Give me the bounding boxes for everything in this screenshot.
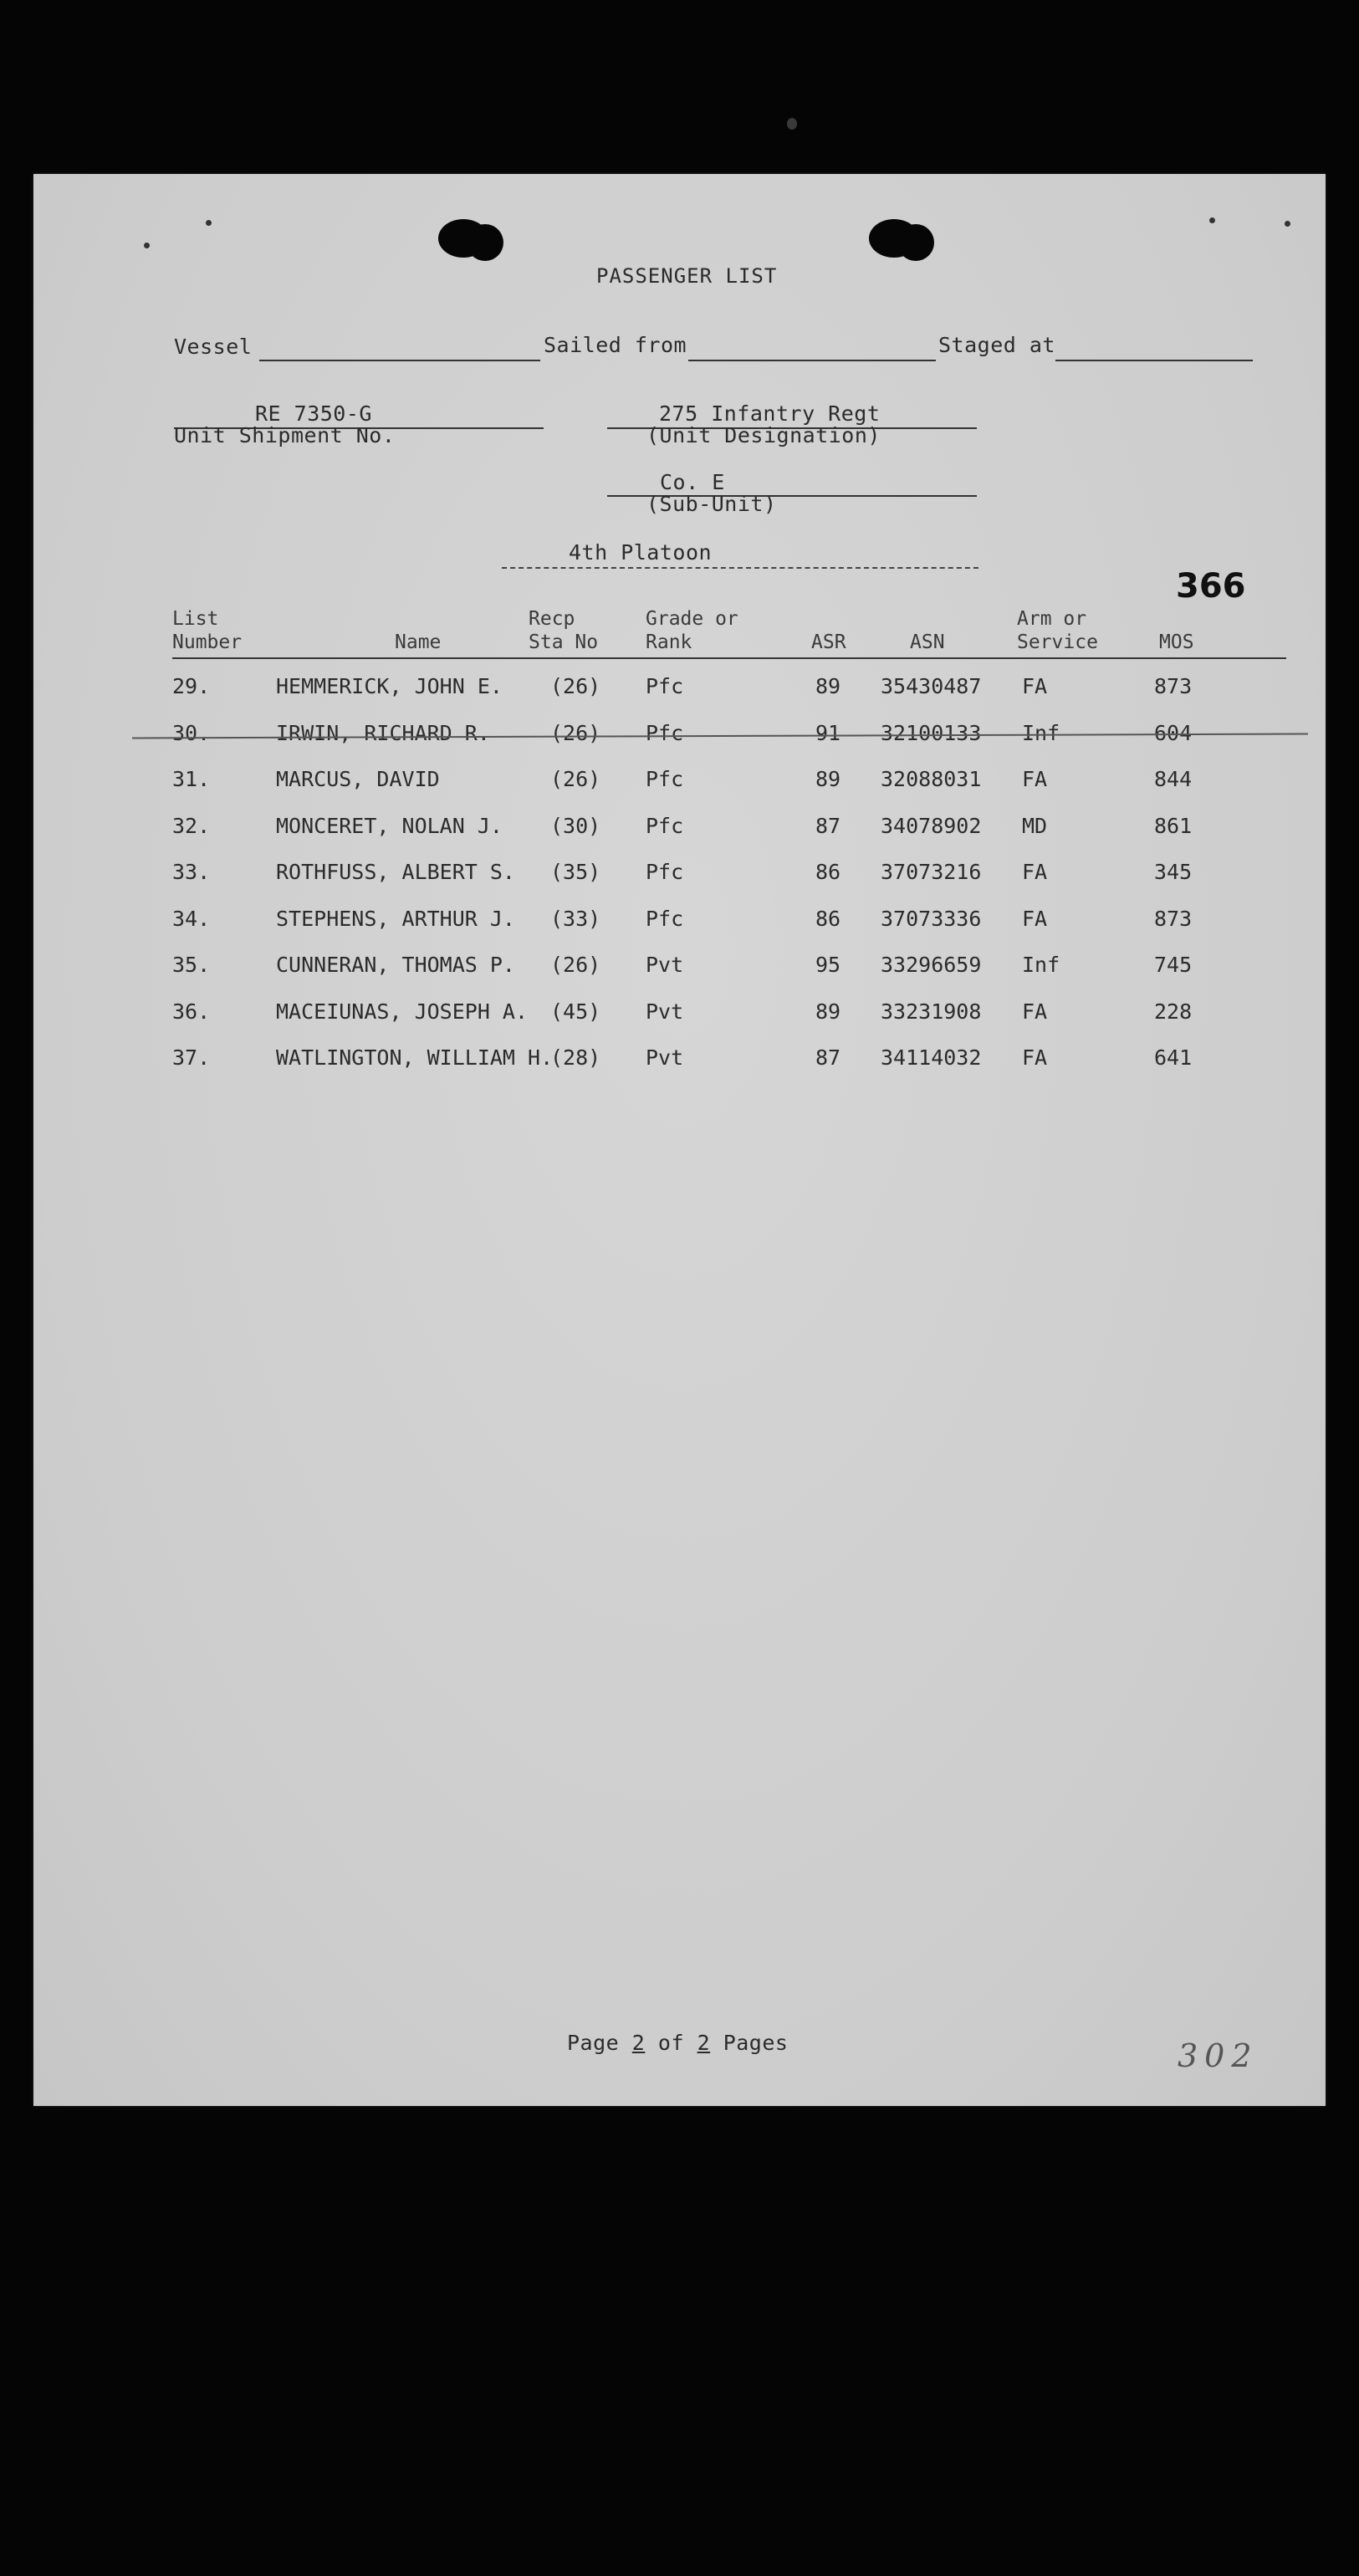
cell-name: STEPHENS, ARTHUR J. [276, 906, 515, 931]
cell-mos: 873 [1154, 906, 1193, 931]
cell-grade: Pvt [646, 953, 684, 977]
cell-mos: 873 [1154, 674, 1193, 698]
cell-grade: Pvt [646, 1045, 684, 1070]
cell-list-number: 34. [172, 906, 211, 931]
cell-asn: 32100133 [881, 720, 982, 745]
cell-arm-service: FA [1022, 767, 1048, 791]
cell-asr: 89 [815, 674, 841, 698]
cell-asn: 33296659 [881, 953, 982, 977]
vessel-blank [259, 360, 540, 361]
header-asr: ASR [811, 631, 846, 653]
table-row [33, 1045, 1326, 1079]
cell-grade: Pfc [646, 767, 684, 791]
platoon-value: 4th Platoon [569, 540, 713, 565]
header-name: Name [395, 631, 442, 653]
staged-at-blank [1055, 360, 1253, 361]
cell-grade: Pfc [646, 906, 684, 931]
header-mos: MOS [1159, 631, 1194, 653]
cell-mos: 844 [1154, 767, 1193, 791]
cell-asn: 35430487 [881, 674, 982, 698]
cell-grade: Pfc [646, 813, 684, 838]
cell-list-number: 35. [172, 953, 211, 977]
unit-shipment-label: Unit Shipment No. [174, 423, 396, 447]
header-asn: ASN [910, 631, 945, 653]
unit-shipment-value: RE 7350-G [255, 401, 372, 426]
cell-asn: 37073216 [881, 860, 982, 884]
cell-asr: 86 [815, 860, 841, 884]
header-grade: Grade or Rank [646, 608, 738, 653]
document-page [33, 174, 1326, 2106]
cell-recp-sta: (33) [550, 906, 601, 931]
cell-arm-service: FA [1022, 674, 1048, 698]
cell-name: HEMMERICK, JOHN E. [276, 674, 503, 698]
cell-grade: Pfc [646, 720, 684, 745]
punch-hole-left [438, 219, 488, 258]
cell-name: ROTHFUSS, ALBERT S. [276, 860, 515, 884]
handwritten-number: 302 [1178, 2037, 1259, 2074]
cell-name: MONCERET, NOLAN J. [276, 813, 503, 838]
table-row [33, 674, 1326, 708]
cell-list-number: 36. [172, 999, 211, 1024]
cell-asr: 95 [815, 953, 841, 977]
cell-name: IRWIN, RICHARD R. [276, 720, 490, 745]
cell-mos: 604 [1154, 720, 1193, 745]
form-title: PASSENGER LIST [596, 264, 778, 288]
cell-name: CUNNERAN, THOMAS P. [276, 953, 515, 977]
cell-mos: 861 [1154, 813, 1193, 838]
cell-recp-sta: (35) [550, 860, 601, 884]
paper-speck [1209, 217, 1215, 223]
cell-mos: 345 [1154, 860, 1193, 884]
cell-asr: 87 [815, 813, 841, 838]
cell-list-number: 37. [172, 1045, 211, 1070]
punch-hole-right [869, 219, 919, 258]
cell-list-number: 31. [172, 767, 211, 791]
cell-asn: 34078902 [881, 813, 982, 838]
sub-unit-label: (Sub-Unit) [646, 492, 777, 516]
sub-unit-value: Co. E [660, 470, 725, 494]
cell-asr: 89 [815, 767, 841, 791]
cell-asn: 33231908 [881, 999, 982, 1024]
unit-designation-value: 275 Infantry Regt [659, 401, 881, 426]
cell-arm-service: MD [1022, 813, 1048, 838]
cell-recp-sta: (30) [550, 813, 601, 838]
cell-arm-service: Inf [1022, 953, 1060, 977]
cell-name: MACEIUNAS, JOSEPH A. [276, 999, 529, 1024]
cell-grade: Pvt [646, 999, 684, 1024]
paper-speck [1285, 221, 1290, 227]
staged-at-label: Staged at [938, 333, 1055, 357]
cell-asr: 89 [815, 999, 841, 1024]
cell-arm-service: Inf [1022, 720, 1060, 745]
cell-recp-sta: (26) [550, 720, 601, 745]
cell-mos: 641 [1154, 1045, 1193, 1070]
paper-speck [144, 243, 150, 248]
cell-asr: 91 [815, 720, 841, 745]
cell-list-number: 32. [172, 813, 211, 838]
cell-recp-sta: (28) [550, 1045, 601, 1070]
cell-grade: Pfc [646, 860, 684, 884]
cell-asn: 34114032 [881, 1045, 982, 1070]
table-row [33, 907, 1326, 940]
cell-asn: 32088031 [881, 767, 982, 791]
platoon-line [502, 567, 978, 569]
header-list-number: List Number [172, 608, 243, 653]
unit-designation-label: (Unit Designation) [646, 423, 881, 447]
stamped-page-number: 366 [1176, 567, 1246, 606]
sailed-from-blank [688, 360, 936, 361]
cell-asn: 37073336 [881, 906, 982, 931]
header-arm-service: Arm or Service [1017, 608, 1098, 653]
cell-asr: 87 [815, 1045, 841, 1070]
cell-list-number: 30. [172, 720, 211, 745]
cell-mos: 745 [1154, 953, 1193, 977]
cell-mos: 228 [1154, 999, 1193, 1024]
cell-list-number: 29. [172, 674, 211, 698]
cell-list-number: 33. [172, 860, 211, 884]
sailed-from-label: Sailed from [544, 333, 687, 357]
scanner-speck [787, 118, 797, 130]
cell-asr: 86 [815, 906, 841, 931]
table-row [33, 767, 1326, 800]
table-row [33, 999, 1326, 1033]
cell-recp-sta: (26) [550, 767, 601, 791]
cell-recp-sta: (26) [550, 953, 601, 977]
cell-grade: Pfc [646, 674, 684, 698]
cell-name: WATLINGTON, WILLIAM H. [276, 1045, 554, 1070]
paper-speck [206, 220, 212, 226]
table-row [33, 953, 1326, 986]
cell-recp-sta: (45) [550, 999, 601, 1024]
page-indicator: Page 2 of 2 Pages [567, 2031, 789, 2055]
header-recp-sta: Recp Sta No [529, 608, 599, 653]
header-rule [172, 657, 1286, 659]
cell-arm-service: FA [1022, 906, 1048, 931]
cell-arm-service: FA [1022, 999, 1048, 1024]
cell-arm-service: FA [1022, 860, 1048, 884]
vessel-label: Vessel [174, 335, 253, 359]
cell-arm-service: FA [1022, 1045, 1048, 1070]
table-row [33, 860, 1326, 893]
cell-recp-sta: (26) [550, 674, 601, 698]
table-row [33, 814, 1326, 847]
cell-name: MARCUS, DAVID [276, 767, 440, 791]
table-row [33, 721, 1326, 754]
